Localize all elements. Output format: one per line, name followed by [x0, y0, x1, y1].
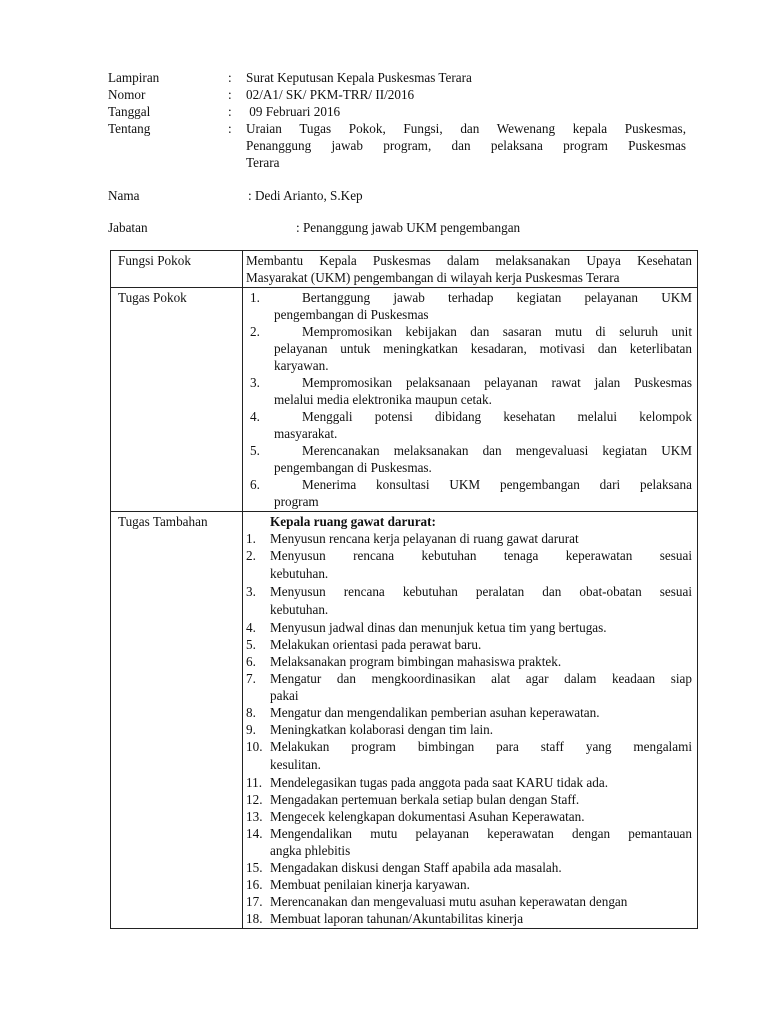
item-line: Melakukan orientasi pada perawat baru.	[270, 637, 482, 652]
item-number: 6.	[250, 477, 260, 492]
tentang-line: Penanggung jawab program, dan pelaksana program Puskesmas	[246, 138, 686, 153]
item-line: kebutuhan.	[270, 566, 329, 581]
item-line: Menggali potensi dibidang kesehatan melalui kelompok	[302, 409, 692, 424]
tambahan-list	[246, 530, 692, 927]
nama-value: : Dedi Arianto, S.Kep	[248, 188, 363, 203]
item-number: 2.	[250, 324, 260, 339]
item-number: 9.	[246, 722, 256, 737]
lampiran-value: Surat Keputusan Kepala Puskesmas Terara	[246, 70, 472, 85]
item-line: Meningkatkan kolaborasi dengan tim lain.	[270, 722, 494, 737]
fungsi-line: Membantu Kepala Puskesmas dalam melaksanakan Upaya Kesehatan	[246, 253, 692, 268]
item-line: Membuat laporan tahunan/Akuntabilitas kinerja	[270, 911, 524, 926]
item-number: 12.	[246, 792, 263, 807]
item-line: Menyusun rencana kerja pelayanan di ruang gawat darurat	[270, 531, 579, 546]
tugas-pokok-label: Tugas Pokok	[111, 288, 243, 512]
fungsi-pokok-label: Fungsi Pokok	[111, 251, 243, 288]
item-line: Merencanakan melaksanakan dan mengevaluasi kegiatan UKM	[302, 443, 692, 458]
item-number: 6.	[246, 654, 256, 669]
lampiran-label: Lampiran	[108, 70, 160, 85]
list-item	[246, 530, 692, 547]
list-item	[246, 636, 692, 653]
item-line: pelayanan untuk meningkatkan kesadaran, motivasi dan keterlibatan	[274, 341, 692, 356]
row-tugas-tambahan	[111, 512, 698, 929]
item-line: Mengadakan pertemuan berkala setiap bulan dengan Staff.	[270, 792, 580, 807]
row-fungsi-pokok	[111, 251, 698, 288]
item-line: Menyusun rencana kebutuhan tenaga keperawatan sesuai	[270, 548, 692, 563]
item-line: karyawan.	[274, 358, 329, 373]
list-item	[246, 653, 692, 670]
list-item	[250, 323, 692, 374]
item-line: Bertanggung jawab terhadap kegiatan pelayanan UKM	[302, 290, 692, 305]
item-number: 15.	[246, 860, 263, 875]
list-item	[246, 774, 692, 791]
list-item	[246, 859, 692, 876]
tanggal-label: Tanggal	[108, 104, 151, 119]
list-item	[246, 619, 692, 636]
duty-table	[110, 250, 698, 929]
list-item	[246, 547, 692, 583]
row-tugas-pokok	[111, 288, 698, 512]
list-item	[246, 721, 692, 738]
item-number: 18.	[246, 911, 263, 926]
item-line: masyarakat.	[274, 426, 338, 441]
item-line: Mengecek kelengkapan dokumentasi Asuhan Keperawatan.	[270, 809, 585, 824]
meta-tanggal	[108, 103, 698, 120]
item-number: 1.	[246, 531, 256, 546]
list-item	[250, 408, 692, 442]
item-number: 1.	[250, 290, 260, 305]
item-line: Mendelegasikan tugas pada anggota pada saat KARU tidak ada.	[270, 775, 609, 790]
meta-lampiran	[108, 69, 698, 86]
item-line: Membuat penilaian kinerja karyawan.	[270, 877, 470, 892]
list-item	[250, 289, 692, 323]
list-item	[246, 893, 692, 910]
tugas-tambahan-label: Tugas Tambahan	[111, 512, 243, 929]
tentang-value	[246, 120, 686, 171]
item-number: 8.	[246, 705, 256, 720]
list-item	[246, 876, 692, 893]
list-item	[246, 583, 692, 619]
item-number: 11.	[246, 775, 262, 790]
meta-tentang	[108, 120, 698, 171]
item-line: Menyusun jadwal dinas dan menunjuk ketua tim yang bertugas.	[270, 620, 607, 635]
tambahan-heading: Kepala ruang gawat darurat:	[270, 514, 436, 529]
item-line: Mengatur dan mengendalikan pemberian asuhan keperawatan.	[270, 705, 600, 720]
list-item	[246, 808, 692, 825]
item-line: program	[274, 494, 319, 509]
list-item	[246, 791, 692, 808]
nama-label: Nama	[108, 188, 140, 203]
tentang-line: Uraian Tugas Pokok, Fungsi, dan Wewenang kepala Puskesmas,	[246, 121, 686, 136]
colon: :	[228, 87, 232, 102]
item-number: 5.	[250, 443, 260, 458]
item-line: Mempromosikan kebijakan dan sasaran mutu di seluruh unit	[302, 324, 692, 339]
list-item	[246, 704, 692, 721]
item-line: Mengadakan diskusi dengan Staff apabila ada masalah.	[270, 860, 562, 875]
item-line: angka phlebitis	[270, 843, 351, 858]
list-item	[250, 374, 692, 408]
item-number: 4.	[246, 620, 256, 635]
tentang-label: Tentang	[108, 121, 151, 136]
list-item	[250, 476, 692, 510]
item-number: 13.	[246, 809, 263, 824]
fungsi-line: Masyarakat (UKM) pengembangan di wilayah kerja Puskesmas Terara	[246, 270, 620, 285]
item-line: pengembangan di Puskesmas.	[274, 460, 432, 475]
item-number: 3.	[246, 584, 256, 599]
item-line: kebutuhan.	[270, 602, 329, 617]
item-line: Menerima konsultasi UKM pengembangan dari pelaksana	[302, 477, 692, 492]
jabatan-value: : Penanggung jawab UKM pengembangan	[296, 220, 521, 235]
item-line: kesulitan.	[270, 757, 321, 772]
tugas-tambahan-content	[243, 512, 698, 929]
item-number: 7.	[246, 671, 256, 686]
item-line: Menyusun rencana kebutuhan peralatan dan obat-obatan sesuai	[270, 584, 692, 599]
item-line: melalui media elektronika maupun cetak.	[274, 392, 492, 407]
colon: :	[228, 104, 232, 119]
list-item	[246, 910, 692, 927]
item-line: Merencanakan dan mengevaluasi mutu asuhan keperawatan dengan	[270, 894, 628, 909]
colon: :	[228, 70, 232, 85]
nomor-label: Nomor	[108, 87, 146, 102]
list-item	[246, 738, 692, 774]
item-number: 10.	[246, 739, 263, 754]
item-line: Melaksanakan program bimbingan mahasiswa praktek.	[270, 654, 562, 669]
list-item	[246, 825, 692, 859]
item-line: pakai	[270, 688, 299, 703]
list-item	[250, 442, 692, 476]
item-line: Mempromosikan pelaksanaan pelayanan rawat jalan Puskesmas	[302, 375, 692, 390]
item-number: 5.	[246, 637, 256, 652]
item-number: 4.	[250, 409, 260, 424]
nomor-value: 02/A1/ SK/ PKM-TRR/ II/2016	[246, 87, 415, 102]
tanggal-value: 09 Februari 2016	[246, 104, 341, 119]
list-item	[246, 670, 692, 704]
fungsi-pokok-content	[243, 251, 698, 288]
item-line: pengembangan di Puskesmas	[274, 307, 429, 322]
item-line: Mengendalikan mutu pelayanan keperawatan dengan pemantauan	[270, 826, 692, 841]
item-number: 3.	[250, 375, 260, 390]
colon: :	[228, 121, 232, 136]
tentang-line: Terara	[246, 155, 280, 170]
item-line: Melakukan program bimbingan para staff yang mengalami	[270, 739, 692, 754]
item-number: 14.	[246, 826, 263, 841]
tugas-pokok-content	[243, 288, 698, 512]
item-number: 17.	[246, 894, 263, 909]
item-number: 2.	[246, 548, 256, 563]
item-number: 16.	[246, 877, 263, 892]
jabatan-label: Jabatan	[108, 220, 148, 235]
item-line: Mengatur dan mengkoordinasikan alat agar dalam keadaan siap	[270, 671, 692, 686]
meta-nomor	[108, 86, 698, 103]
